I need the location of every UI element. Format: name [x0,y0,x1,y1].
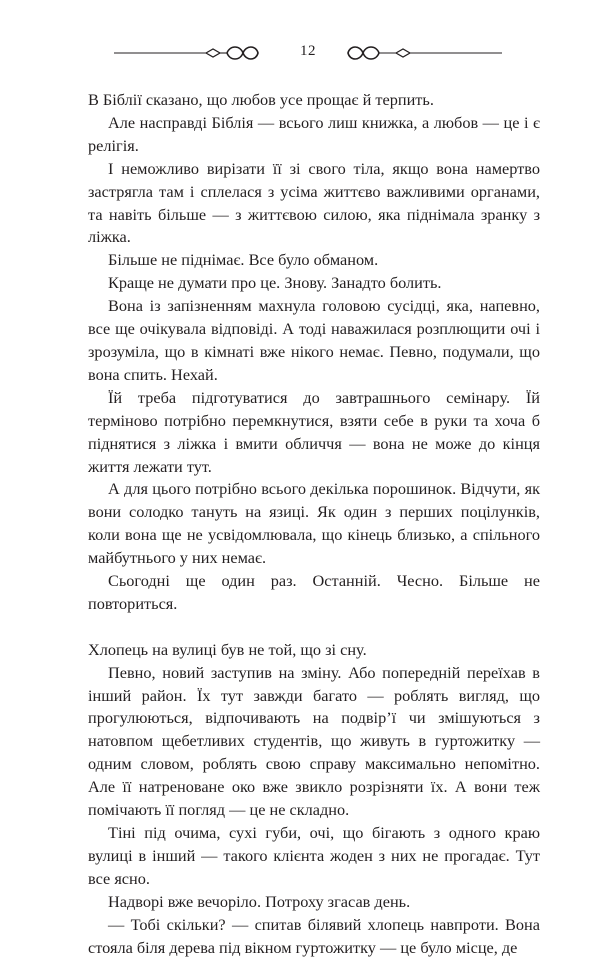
running-header [112,40,504,68]
paragraph: Надворі вже вечоріло. Потроху згасав день. [108,891,411,911]
page-number: 12 [300,43,316,59]
section-opening-paragraph: Хлопець на вулиці був не той, що зі сну. [88,639,367,659]
paragraph: В Біблії сказано, що любов усе прощає й терпить. [88,90,434,109]
paragraph: Вона із запізненням махнула головою сусідці, яка, напевно, все ще очікувала відповіді. А тоді наважилася розплющити очі і зрозуміла, що в кімнаті вже нікого немає. Певно, подумали, що вона спить. Нехай. [88,296,540,384]
paragraph: Їй треба підготуватися до завтрашнього семінару. Їй терміново потрібно перемкнутися, взяти себе в руки та хоча б піднятися з ліжка і вмити обличчя — вона не може до кінця життя лежати тут. [88,387,540,476]
paragraph: Сьогодні ще один раз. Останній. Чесно. Більше не повториться. [88,571,540,613]
paragraph: А для цього потрібно всього декілька порошинок. Відчути, як вони солодко тануть на язиці. Як один з перших поцілунків, коли вона ще не усвідомлювала, що кінець близько, а спільного майбутнього у них немає. [88,479,540,568]
paragraph: Але насправді Біблія — всього лиш книжка, а любов — це і є релігія. [88,112,540,155]
ornament-flourish-right-icon [344,40,504,66]
paragraph: Тіні під очима, сухі губи, очі, що бігають з одного краю вулиці в інший — такого клієнта жоден з них не прогадає. Тут все ясно. [88,822,540,888]
paragraph: — Тобі скільки? — спитав білявий хлопець навпроти. Вона стояла біля дерева під вікном гуртожитку — це було місце, де [88,914,540,957]
paragraph: Краще не думати про це. Знову. Занадто болить. [108,273,442,293]
body-text [88,89,540,959]
paragraph: Певно, новий заступив на зміну. Або попередній переїхав в інший район. Їх тут завжди багато — роблять вигляд, що прогулюються, відпочивають на подвір’ї чи змішуються з натовпом щебетливих студентів, що живуть в гуртожитку — одним словом, роблять свою справу максимально непомітно. Але її натреноване око вже звикло розрізняти їх. А вони теж помічають її погляд — це не складно. [88,662,540,820]
paragraph: І неможливо вирізати її зі свого тіла, якщо вона намертво застрягла там і сплелася з усіма життєво важливими органами, та навіть більше — з життєвою силою, яка піднімала зранку з ліжка. [88,158,540,247]
paragraph: Більше не піднімає. Все було обманом. [108,250,379,270]
